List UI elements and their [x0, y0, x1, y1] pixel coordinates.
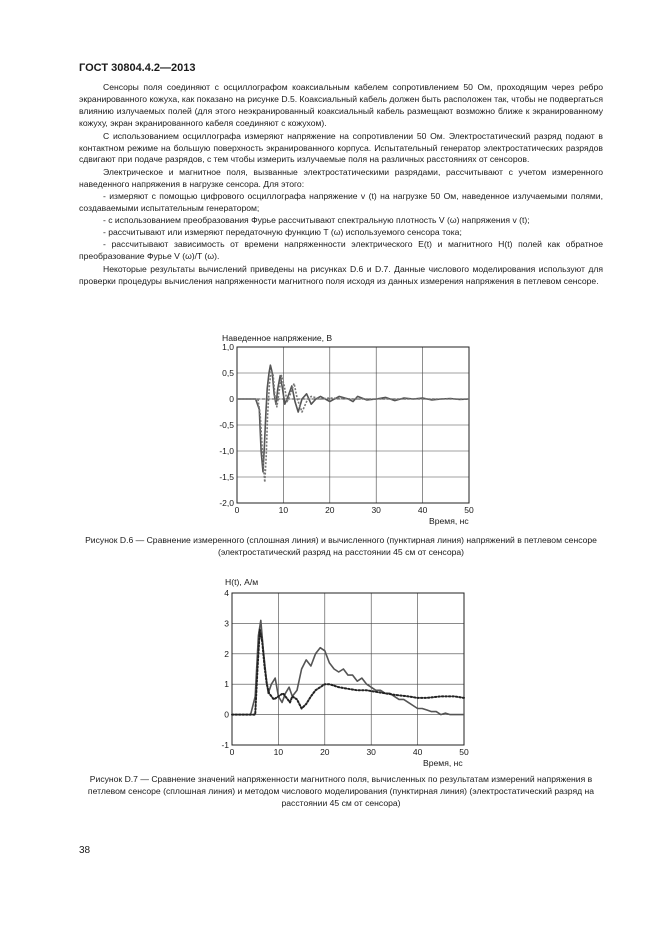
list-item: - измеряют с помощью цифрового осциллографа напряжение v (t) на нагрузке 50 Ом, наведенное излучаемыми полями, создаваемыми испытательным генератором; — [79, 191, 603, 214]
list-item: - с использованием преобразования Фурье рассчитывают спектральную плотность V (ω) напряжения v (t); — [103, 214, 530, 225]
x-tick-label: 40 — [417, 505, 428, 515]
x-tick-label: 30 — [371, 505, 381, 515]
y-tick-label: 1 — [224, 679, 229, 690]
y-tick-label: 0,5 — [222, 368, 234, 378]
x-axis-label: Время, нс — [429, 516, 469, 526]
y-tick-label: 3 — [224, 618, 229, 629]
document-header: ГОСТ 30804.4.2—2013 — [79, 62, 196, 74]
plot-frame — [237, 347, 469, 503]
x-tick-label: 20 — [320, 747, 330, 757]
paragraph: Электрическое и магнитное поля, вызванные электростатическими разрядами, рассчитывают с учетом измеренного наведенного напряжения в нагрузке сенсора. Для этого: — [79, 167, 603, 190]
y-axis-label: H(t), А/м — [225, 577, 259, 587]
series-line-solid — [237, 365, 469, 472]
x-tick-label: 20 — [325, 505, 335, 515]
page-number: 38 — [79, 845, 91, 856]
y-tick-label: -1,5 — [219, 472, 234, 482]
body-text — [79, 82, 603, 287]
y-tick-label: -0,5 — [219, 420, 234, 430]
y-tick-label: -1 — [221, 740, 229, 750]
y-tick-label: 0 — [224, 709, 229, 720]
paragraph: Некоторые результаты вычислений приведены на рисунках D.6 и D.7. Данные числового моделирования используют для проверки процедуры вычисления напряженности магнитного поля исходя из данных измерения напряжения в петлевом сенсоре. — [79, 263, 603, 286]
paragraph: С использованием осциллографа измеряют напряжение на сопротивлении 50 Ом. Электростатический разряд подают в контактном режиме на большую поверхность экранированного корпуса. Испытательный генератор электростатических разрядов сдвигают при подаче разрядов, с тем чтобы измерить излучаемые поля на различных расстояниях от сенсоров. — [79, 130, 603, 165]
paragraph: Сенсоры поля соединяют с осциллографом коаксиальным кабелем сопротивлением 50 Ом, проходящим через ребро экранированного кожуха, как показано на рисунке D.5. Коаксиальный кабель должен быть расположен так, чтобы не подвергаться влиянию излучаемых полей (для этого неэкранированный коаксиальный кабель размещают возможно ближе к экранированному кожуху, экран экранированного кабеля соединяют с кожухом). — [79, 82, 603, 128]
y-tick-label: -1,0 — [219, 446, 234, 456]
y-tick-label: 1,0 — [222, 342, 234, 352]
list-item: - рассчитывают зависимость от времени напряженности электрического E(t) и магнитного H(t) полей как обратное преобразование Фурье V (ω)/T (ω). — [79, 238, 603, 261]
y-axis-label: Наведенное напряжение, В — [222, 333, 333, 343]
series-line-dashed — [237, 370, 469, 482]
x-tick-label: 10 — [278, 505, 289, 515]
x-axis-label: Время, нс — [423, 758, 463, 768]
series-line-solid — [232, 620, 464, 714]
x-tick-label: 50 — [459, 747, 469, 757]
y-tick-label: 2 — [224, 648, 229, 659]
y-tick-label: 4 — [224, 588, 229, 598]
series-line-dotted — [232, 630, 464, 715]
list-item: - рассчитывают или измеряют передаточную функцию T (ω) используемого сенсора тока; — [103, 226, 462, 237]
figure-d6-caption: Рисунок D.6 — Сравнение измеренного (сплошная линия) и вычисленного (пунктирная линия) напряжений в петлевом сенсоре (электростатический разряд на расстоянии 45 см от сенсора) — [85, 535, 597, 557]
plot-frame — [232, 593, 464, 745]
x-tick-label: 40 — [412, 747, 423, 757]
x-tick-label: 0 — [234, 505, 240, 515]
y-tick-label: 0 — [229, 394, 234, 404]
x-tick-label: 10 — [273, 747, 284, 757]
x-tick-label: 0 — [229, 747, 235, 757]
x-tick-label: 50 — [464, 505, 474, 515]
figure-d7-caption: Рисунок D.7 — Сравнение значений напряженности магнитного поля, вычисленных по результатам измерений напряжения в петлевом сенсоре (сплошная линия) и методом числового моделирования (пунктирная линия) (электростатический разряд на расстоянии 45 см от сенсора) — [87, 774, 595, 808]
y-tick-label: -2,0 — [219, 498, 234, 508]
x-tick-label: 30 — [366, 747, 376, 757]
